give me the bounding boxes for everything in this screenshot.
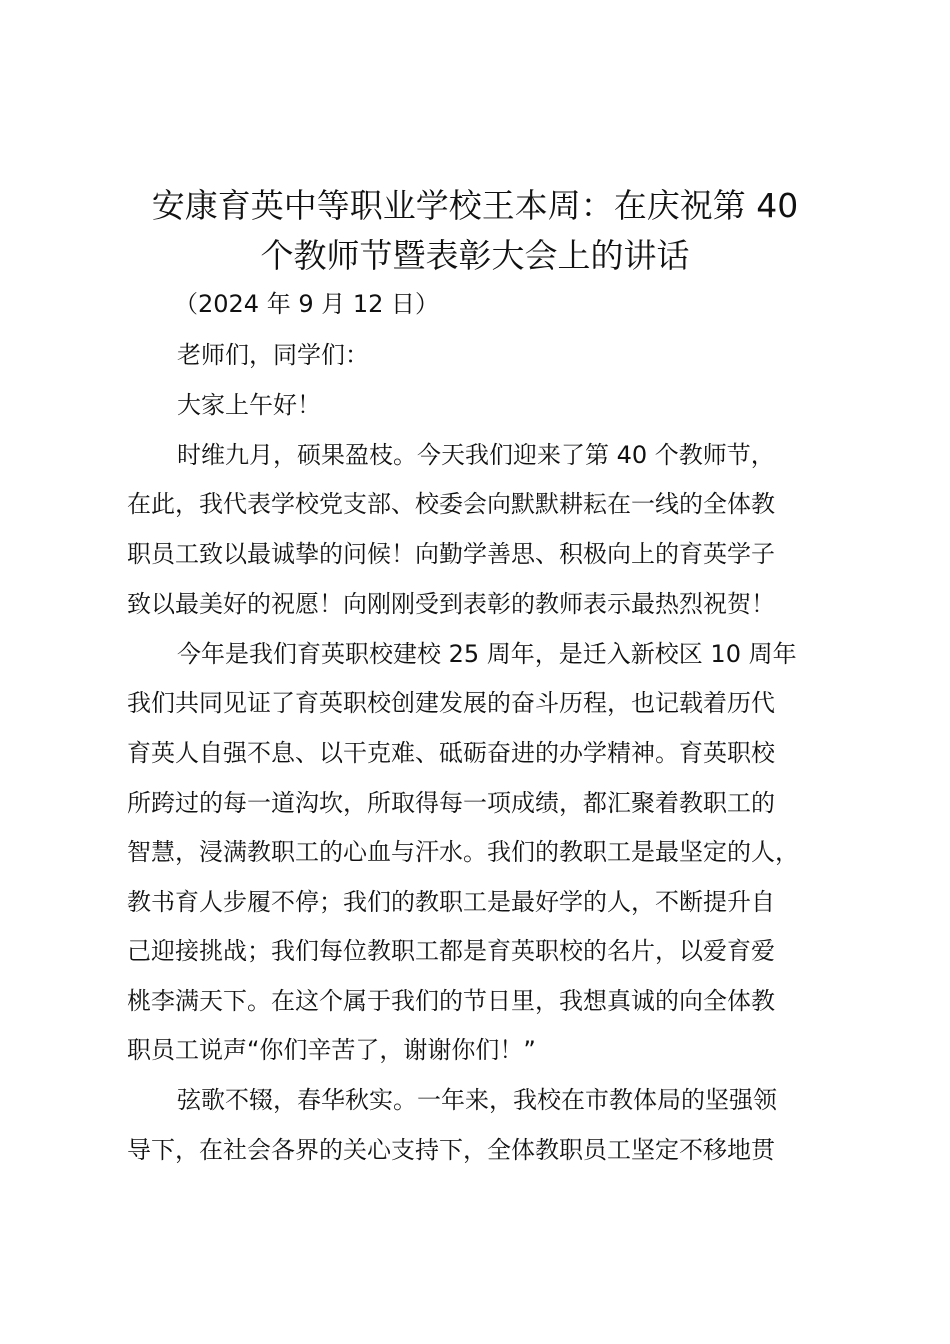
- paragraph-2-line-2: 我们共同见证了育英职校创建发展的奋斗历程，也记载着历代: [127, 689, 775, 717]
- paragraph-3-line-1: 弦歌不辍，春华秋实。一年来，我校在市教体局的坚强领: [177, 1086, 777, 1114]
- salutation: 老师们，同学们：: [177, 341, 369, 369]
- paragraph-2-line-3: 育英人自强不息、以干克难、砥砺奋进的办学精神。育英职校: [127, 739, 775, 767]
- paragraph-2-line-4: 所跨过的每一道沟坎，所取得每一项成绩，都汇聚着教职工的: [127, 789, 775, 817]
- paragraph-1-line-4: 致以最美好的祝愿！向刚刚受到表彰的教师表示最热烈祝贺！: [127, 590, 775, 618]
- paragraph-2-line-6: 教书育人步履不停；我们的教职工是最好学的人，不断提升自: [127, 888, 775, 916]
- document-title-line-2: 个教师节暨表彰大会上的讲话: [260, 236, 690, 275]
- paragraph-1-line-1: 时维九月，硕果盈枝。今天我们迎来了第 40 个教师节，: [177, 441, 775, 469]
- document-title-line-1: 安康育英中等职业学校王本周：在庆祝第 40: [151, 186, 799, 225]
- paragraph-2-line-7: 己迎接挑战；我们每位教职工都是育英职校的名片，以爱育爱: [127, 937, 775, 965]
- paragraph-1-line-3: 职员工致以最诚挚的问候！向勤学善思、积极向上的育英学子: [127, 540, 775, 568]
- paragraph-3-line-2: 导下，在社会各界的关心支持下，全体教职员工坚定不移地贯: [127, 1136, 775, 1164]
- greeting: 大家上午好！: [177, 391, 321, 419]
- paragraph-2-line-9: 职员工说声“你们辛苦了，谢谢你们！”: [127, 1036, 536, 1064]
- paragraph-2-line-8: 桃李满天下。在这个属于我们的节日里，我想真诚的向全体教: [127, 987, 775, 1015]
- speech-date: （2024 年 9 月 12 日）: [174, 290, 440, 318]
- paragraph-2-line-1: 今年是我们育英职校建校 25 周年，是迁入新校区 10 周年: [177, 640, 797, 668]
- paragraph-1-line-2: 在此，我代表学校党支部、校委会向默默耕耘在一线的全体教: [127, 490, 775, 518]
- paragraph-2-line-5: 智慧，浸满教职工的心血与汗水。我们的教职工是最坚定的人，: [127, 838, 799, 866]
